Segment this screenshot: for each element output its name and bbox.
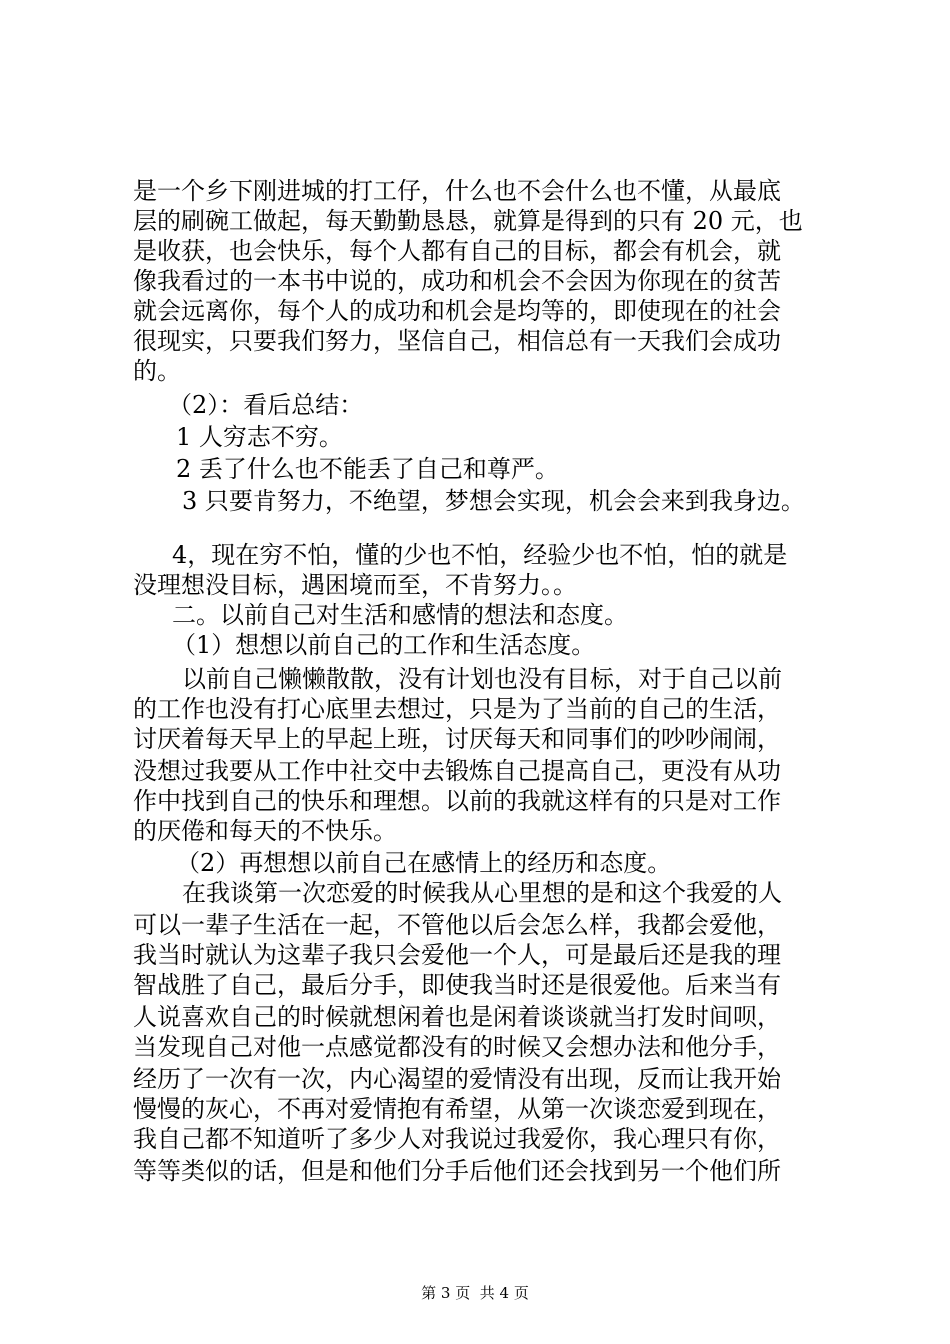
page-footer: 第 3 页 共 4 页: [421, 1284, 529, 1302]
list-item: 3 只要肯努力，不绝望，梦想会实现，机会会来到我身边。: [182, 487, 805, 515]
text-line: 像我看过的一本书中说的，成功和机会不会因为你现在的贫苦: [133, 267, 781, 295]
text-line: 的。: [133, 357, 181, 385]
text-line: 的工作也没有打心底里去想过，只是为了当前的自己的生活，: [133, 695, 781, 723]
text-line: 我当时就认为这辈子我只会爱他一个人，可是最后还是我的理: [133, 941, 781, 969]
text-line: 很现实，只要我们努力，坚信自己，相信总有一天我们会成功: [133, 327, 781, 355]
text-line: 是一个乡下刚进城的打工仔，什么也不会什么也不懂，从最底: [133, 177, 781, 205]
text-line: 讨厌着每天早上的早起上班，讨厌每天和同事们的吵吵闹闹，: [133, 725, 781, 753]
text-line: 经历了一次有一次，内心渴望的爱情没有出现，反而让我开始: [133, 1065, 781, 1093]
text-line: 没理想没目标，遇困境而至，不肯努力。。: [133, 571, 577, 599]
section-heading: （1）想想以前自己的工作和生活态度。: [172, 631, 596, 659]
text-line: 当发现自己对他一点感觉都没有的时候又会想办法和他分手，: [133, 1033, 781, 1061]
text-line: 作中找到自己的快乐和理想。以前的我就这样有的只是对工作: [133, 787, 781, 815]
list-item: 1 人穷志不穷。: [176, 423, 343, 451]
text-line: 没想过我要从工作中社交中去锻炼自己提高自己，更没有从功: [133, 757, 781, 785]
text-line: 就会远离你，每个人的成功和机会是均等的，即使现在的社会: [133, 297, 781, 325]
section-heading: （2）再想想以前自己在感情上的经历和态度。: [176, 849, 672, 877]
section-heading: （2）：看后总结：: [168, 391, 364, 419]
text-line: 是收获，也会快乐，每个人都有自己的目标，都会有机会，就: [133, 237, 781, 265]
text-line: 4，现在穷不怕，懂的少也不怕，经验少也不怕，怕的就是: [172, 541, 788, 569]
section-heading: 二。以前自己对生活和感情的想法和态度。: [172, 601, 628, 629]
text-line: 人说喜欢自己的时候就想闲着也是闲着谈谈就当打发时间呗，: [133, 1003, 781, 1031]
text-line: 层的刷碗工做起，每天勤勤恳恳，就算是得到的只有 20 元，也: [133, 207, 803, 235]
text-line: 的厌倦和每天的不快乐。: [133, 817, 397, 845]
text-line: 以前自己懒懒散散，没有计划也没有目标，对于自己以前: [182, 665, 782, 693]
text-line: 等等类似的话，但是和他们分手后他们还会找到另一个他们所: [133, 1157, 781, 1185]
text-line: 智战胜了自己，最后分手，即使我当时还是很爱他。后来当有: [133, 971, 781, 999]
list-item: 2 丢了什么也不能丢了自己和尊严。: [176, 455, 559, 483]
text-line: 可以一辈子生活在一起，不管他以后会怎么样，我都会爱他，: [133, 911, 781, 939]
text-line: 在我谈第一次恋爱的时候我从心里想的是和这个我爱的人: [182, 879, 782, 907]
text-line: 慢慢的灰心，不再对爱情抱有希望，从第一次谈恋爱到现在，: [133, 1095, 781, 1123]
text-line: 我自己都不知道听了多少人对我说过我爱你，我心理只有你，: [133, 1125, 781, 1153]
